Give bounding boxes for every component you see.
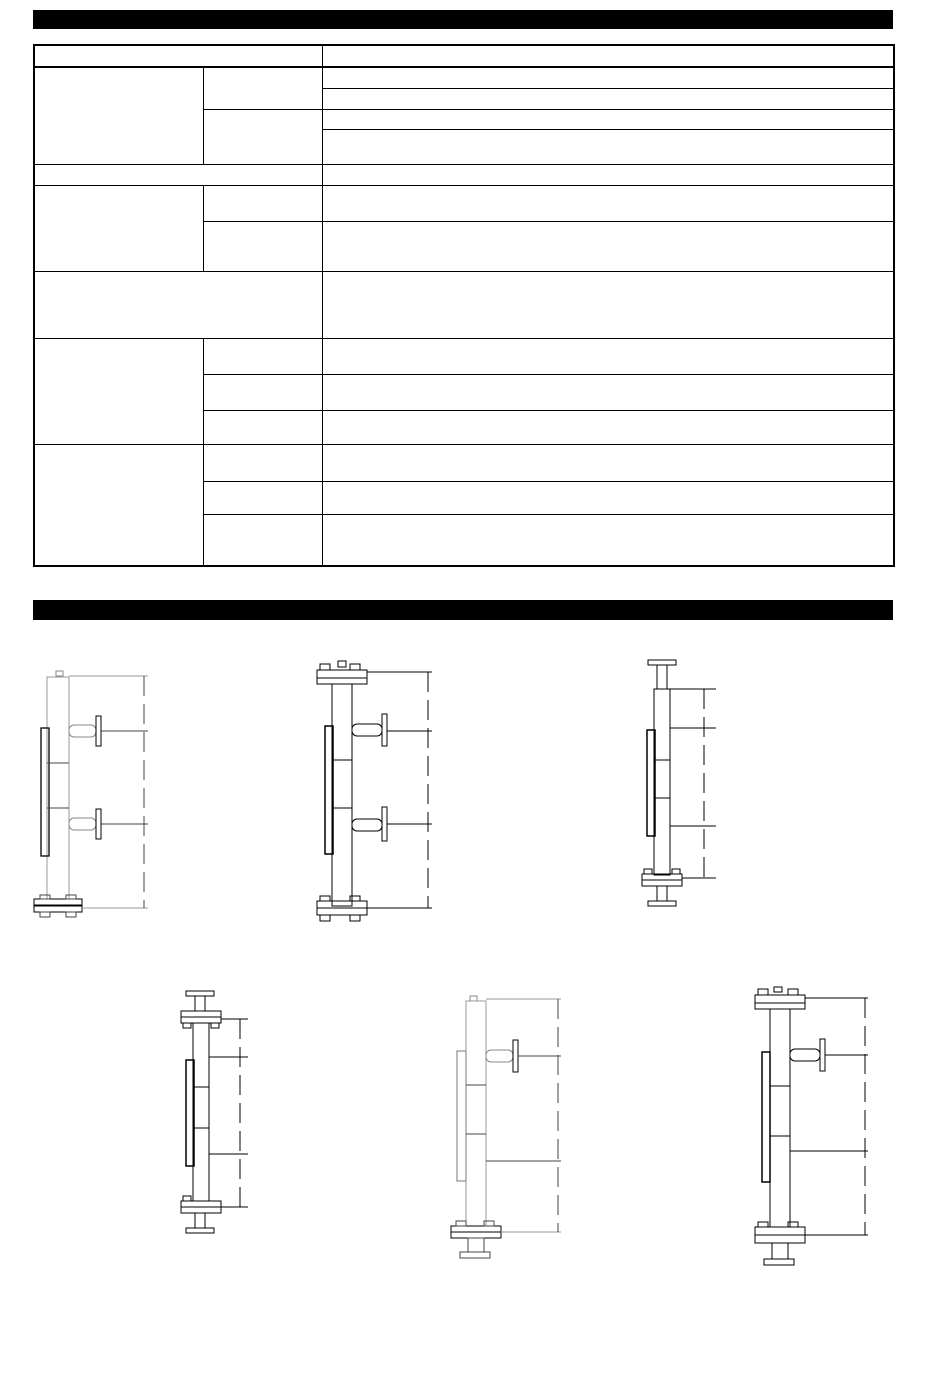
table-cell [34, 444, 203, 566]
drawing-top-side-bottom [446, 992, 566, 1262]
table-row [34, 67, 894, 88]
table-cell [322, 67, 894, 88]
table-row [34, 338, 894, 374]
table-cell [34, 338, 203, 444]
table-header-row [34, 45, 894, 67]
table-cell [34, 164, 322, 185]
table-cell [322, 109, 894, 129]
table-row [34, 185, 894, 221]
table-cell [322, 514, 894, 566]
specifications-header-text [33, 10, 893, 16]
specifications-table [33, 44, 895, 567]
table-cell [203, 67, 322, 109]
table-cell [322, 88, 894, 109]
table-cell [322, 271, 894, 338]
table-cell [203, 410, 322, 444]
table-cell [322, 410, 894, 444]
table-cell [203, 514, 322, 566]
drawing-side-side-top-vent [28, 668, 158, 926]
table-cell [322, 129, 894, 164]
drawing-top-side-bottom-flanged [750, 984, 875, 1269]
table-cell [34, 271, 322, 338]
dimensions-header-text [33, 600, 893, 606]
table-row [34, 444, 894, 481]
table-row [34, 271, 894, 338]
table-cell [322, 444, 894, 481]
drawing-top-bottom-short [176, 988, 256, 1240]
table-cell [34, 67, 203, 164]
table-cell [203, 109, 322, 164]
drawing-side-side-flanged [312, 656, 442, 926]
table-cell [203, 221, 322, 271]
table-cell [322, 338, 894, 374]
table-cell [322, 164, 894, 185]
table-cell [322, 374, 894, 410]
table-cell [322, 221, 894, 271]
table-cell [203, 374, 322, 410]
table-cell [203, 444, 322, 481]
dimensions-header-bar [33, 600, 893, 620]
table-row [34, 164, 894, 185]
table-cell [34, 185, 203, 271]
table-cell [203, 481, 322, 514]
table-cell [322, 481, 894, 514]
table-cell [203, 338, 322, 374]
table-header-cell [322, 45, 894, 67]
specifications-header-bar [33, 10, 893, 29]
drawing-top-bottom [636, 656, 726, 911]
table-cell [322, 185, 894, 221]
table-cell [203, 185, 322, 221]
table-header-cell [34, 45, 322, 67]
